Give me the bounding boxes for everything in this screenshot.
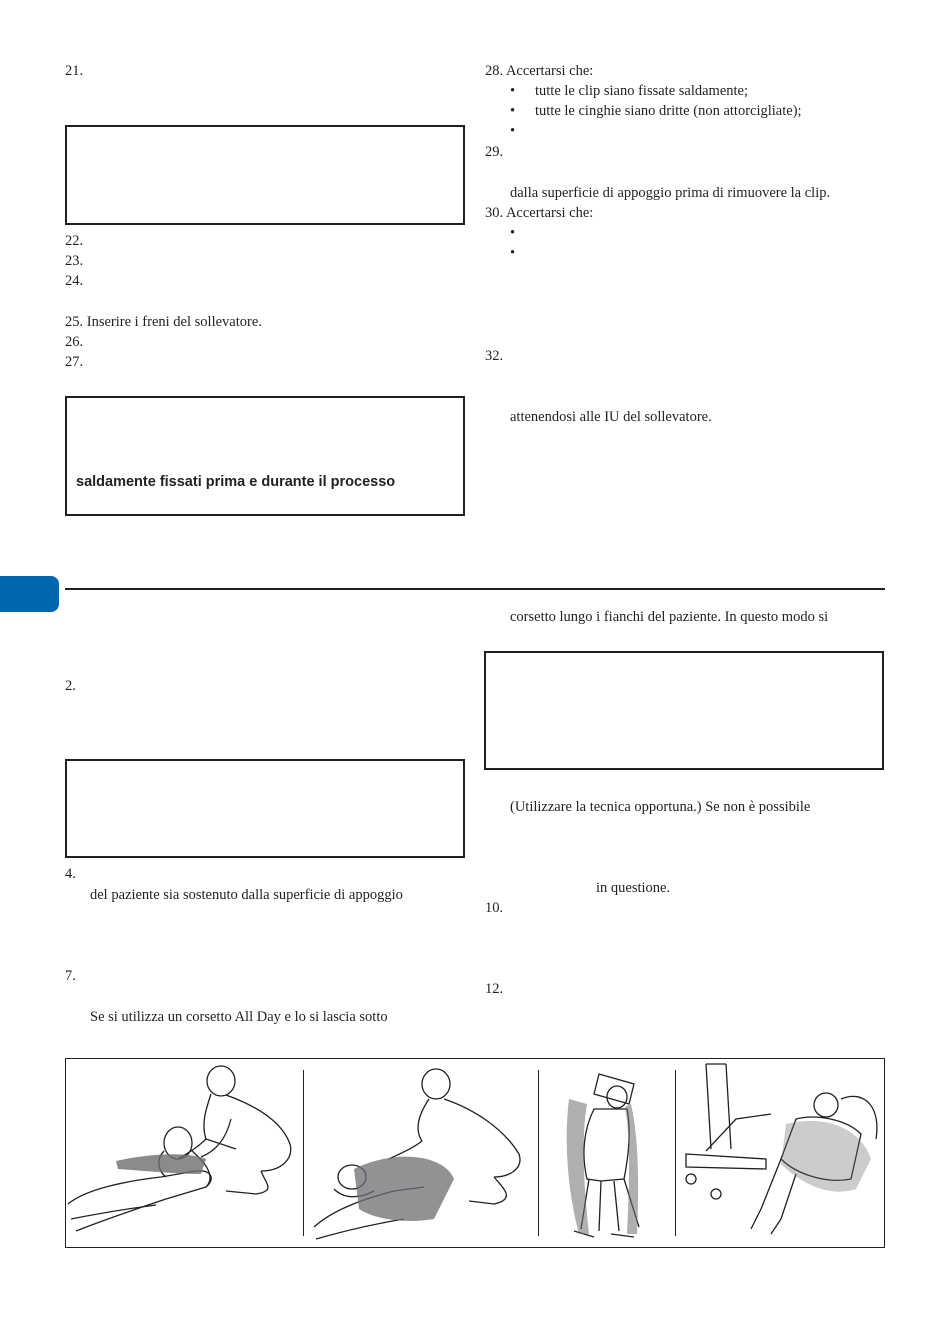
step-29: 29. <box>485 144 504 160</box>
lower-step-4-line: del paziente sia sostenuto dalla superficie di appoggio <box>90 887 403 903</box>
step-30: 30. Accertarsi che: <box>485 205 594 221</box>
lower-step-4: 4. <box>65 866 76 882</box>
step-32-line: attenendosi alle IU del sollevatore. <box>510 409 712 425</box>
bullet-glyph: • <box>510 245 516 261</box>
warning-box-1 <box>65 125 465 225</box>
warning-box-4 <box>484 651 884 770</box>
step-26: 26. <box>65 334 84 350</box>
step-29-line: dalla superficie di appoggio prima di rimuovere la clip. <box>510 185 831 201</box>
lower-step-12: 12. <box>485 981 504 997</box>
step-23: 23. <box>65 253 84 269</box>
warning-box-2 <box>65 396 465 516</box>
step-24: 24. <box>65 273 84 289</box>
lower-step-7-line: Se si utilizza un corsetto All Day e lo si lascia sotto <box>90 1009 388 1025</box>
step-28-bullet-2: tutte le cinghie siano dritte (non attorcigliate); <box>535 103 802 119</box>
step-27: 27. <box>65 354 84 370</box>
lower-step-7: 7. <box>65 968 76 984</box>
lower-right-line-3: in questione. <box>596 880 671 896</box>
bullet-glyph: • <box>510 225 516 241</box>
step-22: 22. <box>65 233 84 249</box>
patient-lifted-with-mobile-lift-icon <box>676 1059 884 1247</box>
step-25: 25. Inserire i freni del sollevatore. <box>65 314 262 330</box>
step-21: 21. <box>65 63 84 79</box>
lower-step-2: 2. <box>65 678 76 694</box>
caregiver-placing-sling-under-patient-icon <box>66 1059 302 1247</box>
caregiver-positioning-sling-around-patient-icon <box>304 1059 537 1247</box>
section-tab <box>0 576 59 612</box>
bullet-glyph: • <box>510 123 516 139</box>
patient-lying-on-sling-icon <box>539 1059 674 1247</box>
step-28-bullet-1: tutte le clip siano fissate saldamente; <box>535 83 749 99</box>
lower-right-line-2: (Utilizzare la tecnica opportuna.) Se non è possibile <box>510 799 811 815</box>
warning-box-2-text: saldamente fissati prima e durante il processo <box>76 474 396 490</box>
section-rule <box>65 588 885 590</box>
lower-right-line-1: corsetto lungo i fianchi del paziente. In questo modo si <box>510 609 829 625</box>
step-28: 28. Accertarsi che: <box>485 63 594 79</box>
lower-step-10: 10. <box>485 900 504 916</box>
bullet-glyph: • <box>510 103 516 119</box>
step-32: 32. <box>485 348 504 364</box>
warning-box-3 <box>65 759 465 858</box>
bullet-glyph: • <box>510 83 516 99</box>
